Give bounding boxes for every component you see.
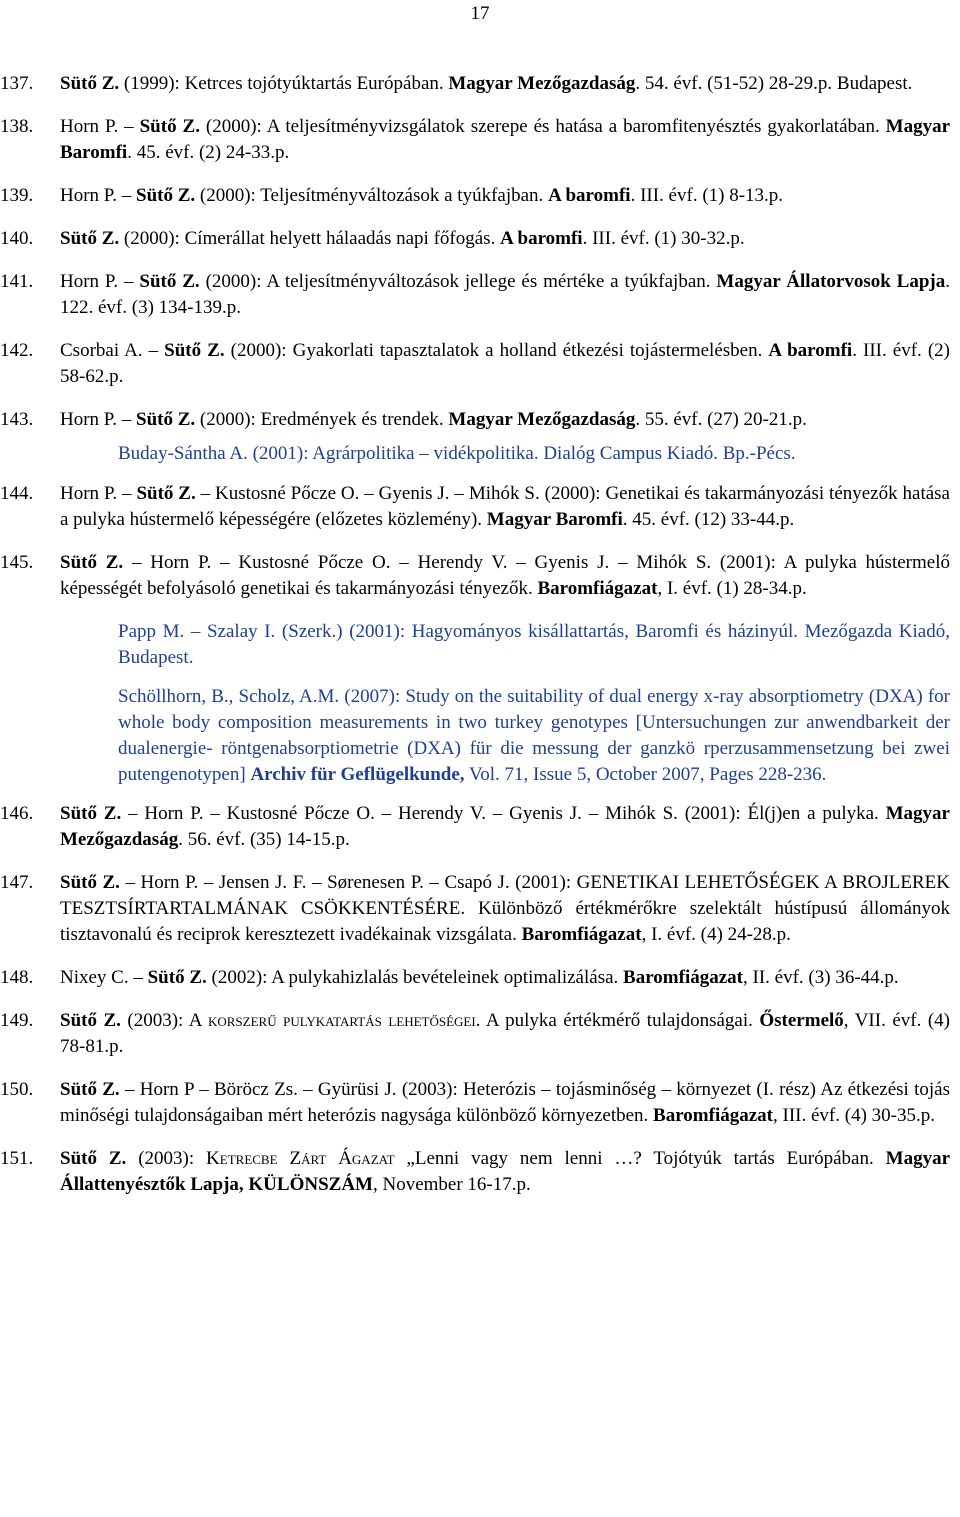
- entry-text: [60, 340, 950, 387]
- text-segment: (2003): K: [126, 1148, 220, 1169]
- small-caps-text: árt: [301, 1148, 327, 1169]
- bold-text: Magyar Mezőgazdaság: [448, 73, 636, 94]
- bib-entry-143: [0, 407, 960, 433]
- text-segment: . III. évf. (1) 8-13.p.: [630, 185, 784, 206]
- text-segment: . 56. évf. (35) 14-15.p.: [178, 829, 350, 850]
- bold-text: Sütő Z.: [60, 872, 120, 893]
- text-segment: Horn P. –: [60, 271, 140, 292]
- text-segment: . 54. évf. (51-52) 28-29.p. Budapest.: [635, 73, 913, 94]
- bold-text: Sütő Z.: [136, 409, 196, 430]
- entry-number: 145.: [0, 552, 34, 573]
- entry-number: 139.: [0, 185, 34, 206]
- bib-entry-147: [0, 870, 960, 948]
- entry-number: 147.: [0, 872, 34, 893]
- bold-text: Magyar Mezőgazdaság: [448, 409, 636, 430]
- text-segment: Horn P. –: [60, 409, 137, 430]
- bold-text: Magyar Baromfi: [486, 509, 623, 530]
- text-segment: . III. évf. (1) 30-32.p.: [582, 228, 745, 249]
- text-segment: – Kustosné Pőcze O. – Gyenis J. – Mihók S. (2000): Genetikai és takarmányozási tényezők hatása a pulyka hústermelő képességére (előzetes közlemény).: [60, 483, 950, 530]
- bib-entry-138: [0, 114, 960, 166]
- bib-entry-148: [0, 965, 960, 991]
- entry-number: 148.: [0, 967, 34, 988]
- bold-text: Sütő Z.: [60, 228, 120, 249]
- text-segment: Vol. 71, Issue 5, October 2007, Pages 228-236.: [464, 764, 827, 785]
- bold-text: A baromfi: [500, 228, 583, 249]
- entry-number: 143.: [0, 409, 34, 430]
- entry-text: [60, 1079, 950, 1126]
- bold-text: Magyar Baromfi: [60, 116, 951, 163]
- entry-text: [60, 409, 807, 430]
- entry-text: [60, 116, 950, 163]
- bold-text: Sütő Z.: [60, 803, 122, 824]
- entry-number: 146.: [0, 803, 34, 824]
- entry-number: 142.: [0, 340, 34, 361]
- entry-text: [60, 185, 783, 206]
- text-segment: – Horn P. – Kustosné Pőcze O. – Herendy V. – Gyenis J. – Mihók S. (2001): Él(j)en a pulyka.: [121, 803, 886, 824]
- bib-extra-schollhorn: [0, 684, 960, 788]
- entry-text: [60, 73, 912, 94]
- entry-text: [60, 271, 950, 318]
- entry-text: [60, 967, 899, 988]
- text-segment: . 45. évf. (12) 33-44.p.: [622, 509, 795, 530]
- text-segment: Buday-Sántha A. (2001): Agrárpolitika – vidékpolitika. Dialóg Campus Kiadó. Bp.-Pécs.: [118, 443, 796, 464]
- text-segment: „Lenni vagy nem lenni …? Tojótyúk tartás Európában.: [394, 1148, 886, 1169]
- bib-entry-146: [0, 801, 960, 853]
- entry-text: [60, 483, 950, 530]
- bib-entry-140: [0, 226, 960, 252]
- text-segment: , I. évf. (4) 24-28.p.: [641, 924, 791, 945]
- bold-text: A baromfi: [548, 185, 631, 206]
- text-segment: . 122. évf. (3) 134-139.p.: [60, 271, 950, 318]
- text-segment: Nixey C. –: [60, 967, 148, 988]
- bold-text: Sütő Z.: [147, 967, 207, 988]
- bold-text: Sütő Z.: [136, 185, 196, 206]
- text-segment: (2000): Címerállat helyett hálaadás napi főfogás.: [119, 228, 501, 249]
- text-segment: . 55. évf. (27) 20-21.p.: [635, 409, 807, 430]
- bold-text: Magyar Állattenyésztők Lapja, KÜLÖNSZÁM: [60, 1148, 951, 1195]
- bold-text: Baromfiágazat: [521, 924, 642, 945]
- text-segment: , I. évf. (1) 28-34.p.: [657, 578, 807, 599]
- text-segment: (2000): A teljesítményvizsgálatok szerepe és hatása a baromfitenyésztés gyakorlatában.: [199, 116, 886, 137]
- bib-entry-142: [0, 338, 960, 390]
- text-segment: (1999): Ketrces tojótyúktartás Európában.: [119, 73, 449, 94]
- bibliography-list: [0, 71, 960, 1215]
- bib-entry-137: [0, 71, 960, 97]
- entry-number: 141.: [0, 271, 34, 292]
- text-segment: . A pulyka értékmérő tulajdonságai.: [475, 1010, 760, 1031]
- text-segment: Horn P. –: [60, 483, 137, 504]
- bold-text: Sütő Z.: [60, 552, 124, 573]
- text-segment: , III. évf. (4) 30-35.p.: [773, 1105, 935, 1126]
- bib-entry-141: [0, 269, 960, 321]
- text-segment: , VII. évf. (4) 78-81.p.: [60, 1010, 950, 1057]
- text-segment: – Horn P. – Jensen J. F. – Sørenesen P. – Csapó J. (2001): GENETIKAI LEHETŐSÉGEK A BROJLEREK TESZTSÍRTARTALMÁNAK CSÖKKENTÉSÉRE. Különböző értékmérőkre szelektált hústípusú állományok tisztavonalú és reciprok keresztezett ivadékainak vizsgálata.: [60, 872, 950, 945]
- text-segment: (2000): Teljesítményváltozások a tyúkfajban.: [195, 185, 549, 206]
- bib-entry-139: [0, 183, 960, 209]
- entry-text: [60, 228, 745, 249]
- text-segment: , November 16-17.p.: [372, 1174, 531, 1195]
- bib-entry-144: [0, 481, 960, 533]
- entry-text: [60, 1148, 950, 1195]
- entry-text: [60, 1010, 950, 1057]
- text-segment: Horn P. –: [60, 185, 137, 206]
- small-caps-text: gazat: [351, 1148, 395, 1169]
- bold-text: Baromfiágazat: [653, 1105, 774, 1126]
- bold-text: Sütő Z.: [60, 73, 120, 94]
- entry-number: 150.: [0, 1079, 34, 1100]
- bold-text: Magyar Állatorvosok Lapja: [716, 271, 946, 292]
- text-segment: , II. évf. (3) 36-44.p.: [743, 967, 899, 988]
- bib-entry-145: [0, 550, 960, 602]
- text-segment: . 45. évf. (2) 24-33.p.: [127, 142, 290, 163]
- text-segment: (2000): A teljesítményváltozások jellege és mértéke a tyúkfajban.: [199, 271, 717, 292]
- entry-number: 138.: [0, 116, 34, 137]
- bib-entry-151: [0, 1146, 960, 1198]
- bold-text: Sütő Z.: [139, 116, 200, 137]
- small-caps-text: korszerű pulykatartás lehetőségei: [207, 1010, 476, 1031]
- bib-entry-150: [0, 1077, 960, 1129]
- text-segment: Horn P. –: [60, 116, 140, 137]
- bold-text: Sütő Z.: [60, 1010, 121, 1031]
- text-segment: . III. évf. (2) 58-62.p.: [60, 340, 950, 387]
- entry-text: [60, 803, 950, 850]
- page-number: 17: [470, 3, 490, 24]
- bold-text: Sütő Z.: [60, 1079, 120, 1100]
- bold-text: Sütő Z.: [139, 271, 200, 292]
- entry-number: 137.: [0, 73, 34, 94]
- text-segment: (2000): Gyakorlati tapasztalatok a holland étkezési tojástermelésben.: [224, 340, 769, 361]
- bold-text: Magyar Mezőgazdaság: [60, 803, 950, 850]
- bold-text: Sütő Z.: [136, 483, 196, 504]
- bib-extra-buday: [0, 441, 960, 467]
- text-segment: Csorbai A. –: [60, 340, 165, 361]
- entry-text: [60, 552, 950, 599]
- text-segment: (2000): Eredmények és trendek.: [195, 409, 449, 430]
- entry-number: 151.: [0, 1148, 34, 1169]
- bold-text: Sütő Z.: [164, 340, 225, 361]
- bold-text: Baromfiágazat: [537, 578, 658, 599]
- text-segment: Z: [277, 1148, 302, 1169]
- text-segment: – Horn P – Böröcz Zs. – Gyürüsi J. (2003): Heterózis – tojásminőség – környezet (I. rész) Az étkezési tojás minőségi tulajdonságaiban mért heterózis nagysága különböző környezetben.: [60, 1079, 951, 1126]
- bold-text: Őstermelő: [759, 1010, 844, 1031]
- entry-number: 144.: [0, 483, 34, 504]
- entry-number: 140.: [0, 228, 34, 249]
- entry-text: [60, 872, 950, 945]
- bold-text: Archiv für Geflügelkunde,: [250, 764, 465, 785]
- bib-entry-149: [0, 1008, 960, 1060]
- entry-number: 149.: [0, 1010, 34, 1031]
- text-segment: Papp M. – Szalay I. (Szerk.) (2001): Hagyományos kisállattartás, Baromfi és házinyúl. Mezőgazda Kiadó, Budapest.: [118, 621, 950, 668]
- text-segment: – Horn P. – Kustosné Pőcze O. – Herendy V. – Gyenis J. – Mihók S. (2001): A pulyka hústermelő képességét befolyásoló genetikai és takarmányozási tényezők.: [60, 552, 950, 599]
- bold-text: Baromfiágazat: [623, 967, 744, 988]
- bold-text: Sütő Z.: [60, 1148, 127, 1169]
- text-segment: (2002): A pulykahizlalás bevételeinek optimalizálása.: [206, 967, 624, 988]
- bold-text: A baromfi: [768, 340, 853, 361]
- text-segment: (2003): A: [120, 1010, 208, 1031]
- text-segment: Á: [326, 1148, 352, 1169]
- small-caps-text: etrecbe: [219, 1148, 278, 1169]
- text-segment: Schöllhorn, B., Scholz, A.M. (2007): Study on the suitability of dual energy x-ray absorptiometry (DXA) for whole body composition measurements in two turkey genotypes [Untersuchungen zur anwendbarkeit der dualenergie- röntgenabsorptiometrie (DXA) für die messung der ganzkö rperzusammensetzung bei zwei putengenotypen]: [118, 686, 950, 785]
- bib-extra-papp: [0, 619, 960, 671]
